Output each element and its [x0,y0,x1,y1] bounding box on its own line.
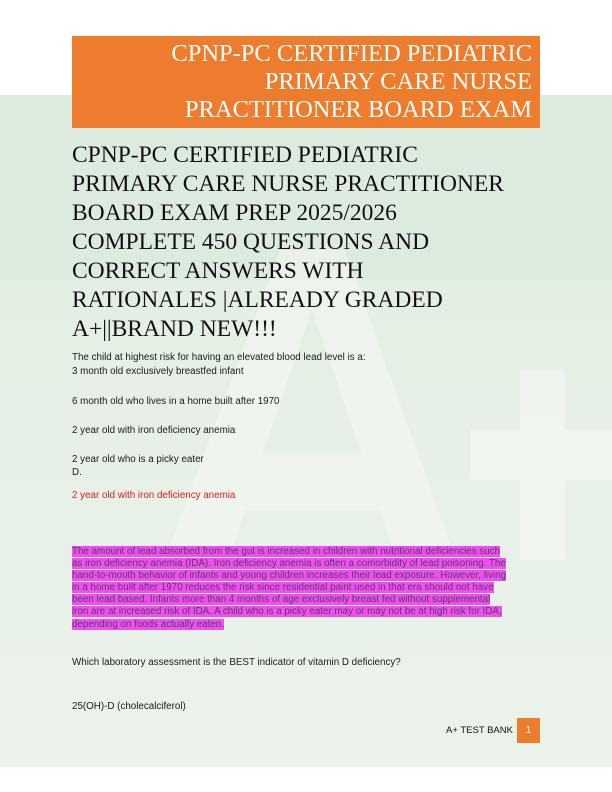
question-1-stem: The child at highest risk for having an elevated blood lead level is a: [72,352,366,363]
document-title: CPNP-PC CERTIFIED PEDIATRIC PRIMARY CARE NURSE PRACTITIONER BOARD EXAM PREP 2025/2026 COMPLETE 450 QUESTIONS AND CORRECT ANSWERS WITH RATIONALES |ALREADY GRADED A+||BRAND NEW!!! [72,142,504,342]
question-1-option-4: 2 year old who is a picky eater [72,454,204,465]
question-2-stem: Which laboratory assessment is the BEST indicator of vitamin D deficiency? [72,657,401,668]
question-1-option-2: 6 month old who lives in a home built after 1970 [72,396,280,407]
footer-label: A+ TEST BANK [446,725,513,736]
rationale-line: depending on foods actually eaten. [72,618,224,630]
question-1-option-1: 3 month old exclusively breastfed infant [72,366,244,377]
header-banner [72,36,540,128]
question-1-rationale [72,546,540,631]
question-1-option-3: 2 year old with iron deficiency anemia [72,425,236,436]
header-banner-title: CPNP-PC CERTIFIED PEDIATRIC PRIMARY CARE NURSE PRACTITIONER BOARD EXAM [171,40,532,123]
page-number: 1 [517,718,540,743]
rationale-line: in a home built after 1970 reduces the risk since residential paint used in that era should not have [72,582,494,594]
rationale-line: iron are at increased risk of IDA. A child who is a picky eater may or may not be at high risk for IDA, [72,606,502,618]
rationale-line: as iron deficiency anemia (IDA). Iron deficiency anemia is often a comorbidity of lead poisoning. The [72,558,506,570]
rationale-line: been lead based. Infants more than 4 months of age exclusively breast fed without supplemental [72,594,491,606]
question-1-correct-answer: 2 year old with iron deficiency anemia [72,490,236,501]
rationale-line: hand-to-mouth behavior of infants and young children increases their lead exposure. However, living [72,570,507,582]
question-2-option-1: 25(OH)-D (cholecalciferol) [72,701,186,712]
rationale-line: The amount of lead absorbed from the gut is increased in children with nutritional deficiencies such [72,546,501,557]
question-1-answer-letter: D. [72,467,82,478]
